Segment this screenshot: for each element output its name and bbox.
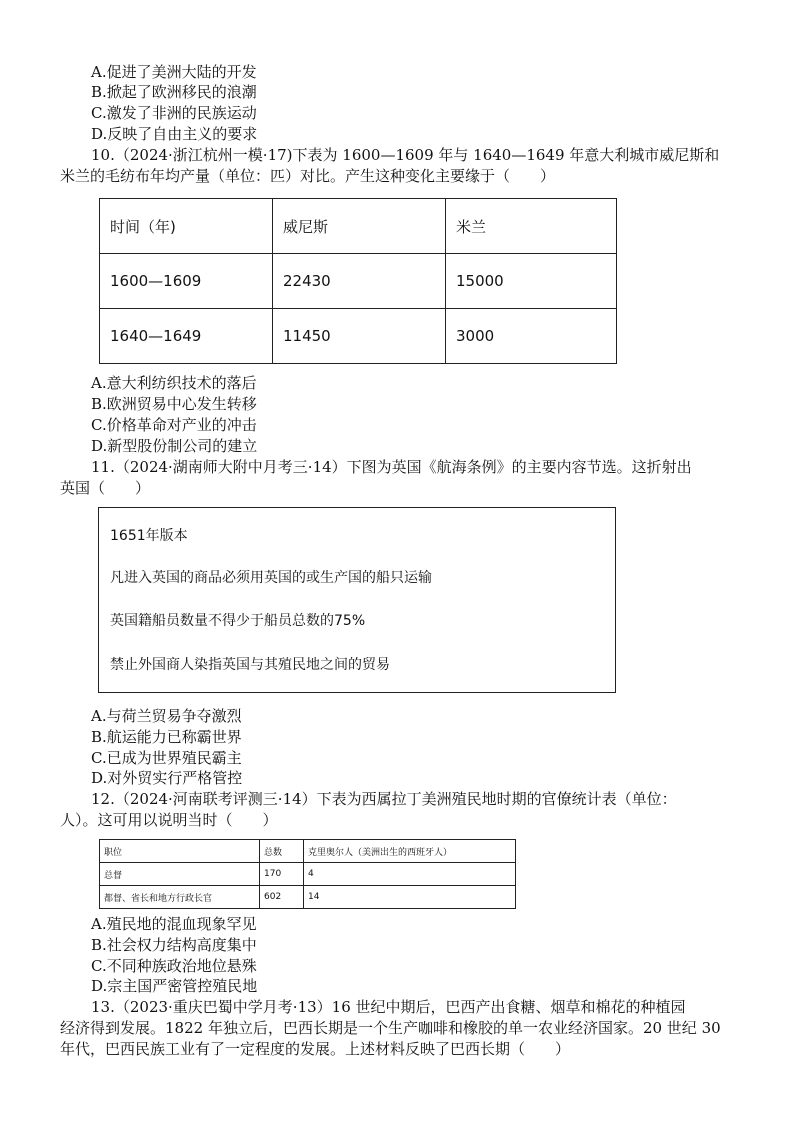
q10-table [99, 198, 617, 364]
table-cell: 4 [304, 863, 516, 886]
excerpt-line: 禁止外国商人染指英国与其殖民地之间的贸易 [110, 657, 390, 673]
q10-option-b: B.欧洲贸易中心发生转移 [91, 395, 257, 413]
q9-option-c: C.激发了非洲的民族运动 [91, 104, 257, 122]
table-cell: 11450 [273, 309, 446, 364]
q13-stem-line1: 13.（2023·重庆巴蜀中学月考·13）16 世纪中期后，巴西产出食糖、烟草和棉花的种植园 [91, 998, 686, 1016]
q12-option-d: D.宗主国严密管控殖民地 [91, 977, 258, 995]
table-header-row [100, 840, 516, 863]
q11-excerpt-box [98, 507, 616, 693]
q11-option-a: A.与荷兰贸易争夺激烈 [91, 707, 242, 725]
q12-option-a: A.殖民地的混血现象罕见 [91, 915, 257, 933]
q10-stem-line2: 米兰的毛纺布年均产量（单位：匹）对比。产生这种变化主要缘于（ ） [60, 167, 556, 185]
table-cell: 22430 [273, 254, 446, 309]
q10-option-d: D.新型股份制公司的建立 [91, 437, 258, 455]
q13-stem-line3: 年代，巴西民族工业有了一定程度的发展。上述材料反映了巴西长期（ ） [60, 1040, 571, 1058]
table-cell: 15000 [446, 254, 617, 309]
table-row [100, 886, 516, 909]
table-cell: 都督、省长和地方行政长官 [100, 886, 260, 909]
table-header-cell: 威尼斯 [273, 199, 446, 254]
q13-stem-line2: 经济得到发展。1822 年独立后，巴西长期是一个生产咖啡和橡胶的单一农业经济国家。20 世纪 30 [60, 1019, 721, 1037]
q9-option-b: B.掀起了欧洲移民的浪潮 [91, 83, 257, 101]
excerpt-line: 凡进入英国的商品必须用英国的或生产国的船只运输 [110, 570, 432, 586]
table-header-cell: 时间（年) [100, 199, 273, 254]
q11-option-d: D.对外贸实行严格管控 [91, 769, 243, 787]
q12-option-b: B.社会权力结构高度集中 [91, 936, 257, 954]
q12-table [99, 839, 516, 909]
table-header-cell: 克里奥尔人（美洲出生的西班牙人） [304, 840, 516, 863]
q10-option-a: A.意大利纺织技术的落后 [91, 374, 257, 392]
q10-stem-line1: 10.（2024·浙江杭州一模·17)下表为 1600—1609 年与 1640—1649 年意大利城市威尼斯和 [91, 146, 720, 164]
q11-option-c: C.已成为世界殖民霸主 [91, 749, 242, 767]
q11-option-b: B.航运能力已称霸世界 [91, 728, 242, 746]
table-header-cell: 总数 [260, 840, 304, 863]
table-cell: 总督 [100, 863, 260, 886]
table-cell: 1640—1649 [100, 309, 273, 364]
q12-option-c: C.不同种族政治地位悬殊 [91, 957, 257, 975]
q10-option-c: C.价格革命对产业的冲击 [91, 416, 257, 434]
table-cell: 170 [260, 863, 304, 886]
table-header-row [100, 199, 617, 254]
q12-stem-line2: 人）。这可用以说明当时（ ） [60, 811, 278, 829]
q9-option-a: A.促进了美洲大陆的开发 [91, 63, 257, 81]
excerpt-line: 英国籍船员数量不得少于船员总数的75% [110, 613, 366, 629]
q11-stem-line1: 11.（2024·湖南师大附中月考三·14）下图为英国《航海条例》的主要内容节选。这折射出 [91, 458, 692, 476]
excerpt-title: 1651年版本 [110, 528, 188, 544]
table-cell: 602 [260, 886, 304, 909]
q11-stem-line2: 英国（ ） [60, 479, 151, 497]
q9-option-d: D.反映了自由主义的要求 [91, 125, 258, 143]
table-cell: 14 [304, 886, 516, 909]
table-row [100, 863, 516, 886]
table-cell: 3000 [446, 309, 617, 364]
table-row [100, 254, 617, 309]
table-row [100, 309, 617, 364]
table-cell: 1600—1609 [100, 254, 273, 309]
q12-stem-line1: 12.（2024·河南联考评测三·14）下表为西属拉丁美洲殖民地时期的官僚统计表（单位： [91, 790, 677, 808]
table-header-cell: 米兰 [446, 199, 617, 254]
table-header-cell: 职位 [100, 840, 260, 863]
